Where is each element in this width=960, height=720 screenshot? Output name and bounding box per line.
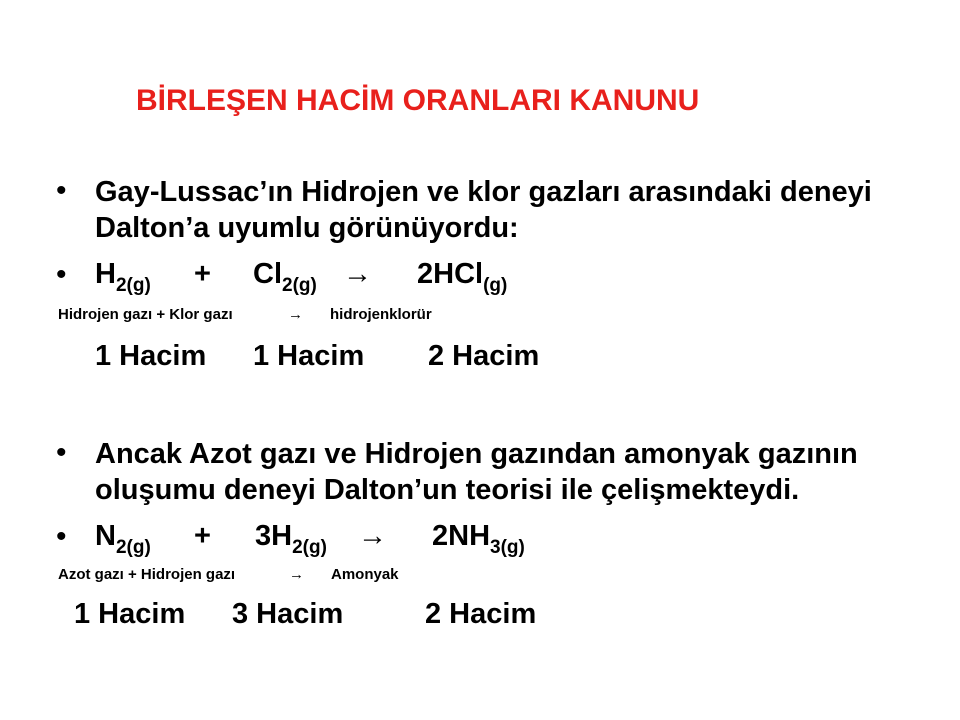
equation-1-cl2-subscript: 2(g) — [282, 275, 317, 296]
slide-title: BİRLEŞEN HACİM ORANLARI KANUNU — [136, 84, 700, 117]
equation-2-volume-3: 2 Hacim — [425, 598, 537, 630]
equation-2-nh3-subscript: 3(g) — [490, 537, 525, 558]
paragraph-2-line-1: Ancak Azot gazı ve Hidrojen gazından amonyak gazının — [95, 438, 858, 470]
bullet-2: • — [56, 258, 67, 291]
equation-2-names-arrow: → — [289, 566, 304, 583]
equation-2-volume-1: 1 Hacim — [74, 598, 186, 630]
equation-1-volume-2: 1 Hacim — [253, 340, 365, 372]
equation-2-volume-2: 3 Hacim — [232, 598, 344, 630]
equation-1-names-right: hidrojenklorür — [330, 306, 432, 323]
equation-2-n2-subscript: 2(g) — [115, 537, 151, 558]
equation-2-nh3 — [432, 520, 525, 558]
equation-2-h2 — [255, 520, 327, 558]
equation-2-h2-symbol: 3H — [255, 520, 293, 552]
equation-2-names-right: Amonyak — [331, 566, 399, 583]
bullet-1: • — [56, 174, 67, 207]
equation-1-plus: + — [194, 258, 211, 290]
equation-1-h2-symbol: H — [95, 258, 116, 290]
equation-1-volume-1: 1 Hacim — [95, 340, 207, 372]
equation-1-cl2 — [253, 258, 317, 296]
equation-1-arrow: → — [343, 258, 372, 290]
equation-1-hcl-subscript: (g) — [483, 275, 508, 296]
equation-1-names-arrow: → — [288, 306, 303, 323]
equation-1-hcl-symbol: 2HCl — [417, 258, 484, 290]
paragraph-2 — [95, 436, 858, 508]
bullet-4: • — [56, 520, 67, 553]
paragraph-1-line-1: Gay-Lussac’ın Hidrojen ve klor gazları arasındaki deneyi — [95, 176, 872, 208]
equation-2-h2-subscript: 2(g) — [292, 537, 327, 558]
equation-1-h2 — [95, 258, 151, 296]
paragraph-2-line-2: oluşumu deneyi Dalton’un teorisi ile çelişmekteydi. — [95, 474, 800, 506]
bullet-3: • — [56, 436, 67, 469]
equation-2-n2-symbol: N — [95, 520, 116, 552]
equation-1-volume-3: 2 Hacim — [428, 340, 540, 372]
equation-2-nh3-symbol: 2NH — [432, 520, 491, 552]
equation-2-arrow: → — [358, 520, 387, 552]
paragraph-1 — [95, 174, 872, 246]
equation-2-n2 — [95, 520, 151, 558]
equation-1-cl2-symbol: Cl — [253, 258, 282, 290]
equation-2-names-left: Azot gazı + Hidrojen gazı — [58, 566, 236, 583]
equation-1-hcl — [417, 258, 508, 296]
equation-1-h2-subscript: 2(g) — [115, 275, 151, 296]
equation-1-names-left: Hidrojen gazı + Klor gazı — [58, 306, 233, 323]
equation-2-plus: + — [194, 520, 211, 552]
paragraph-1-line-2: Dalton’a uyumlu görünüyordu: — [95, 212, 519, 244]
